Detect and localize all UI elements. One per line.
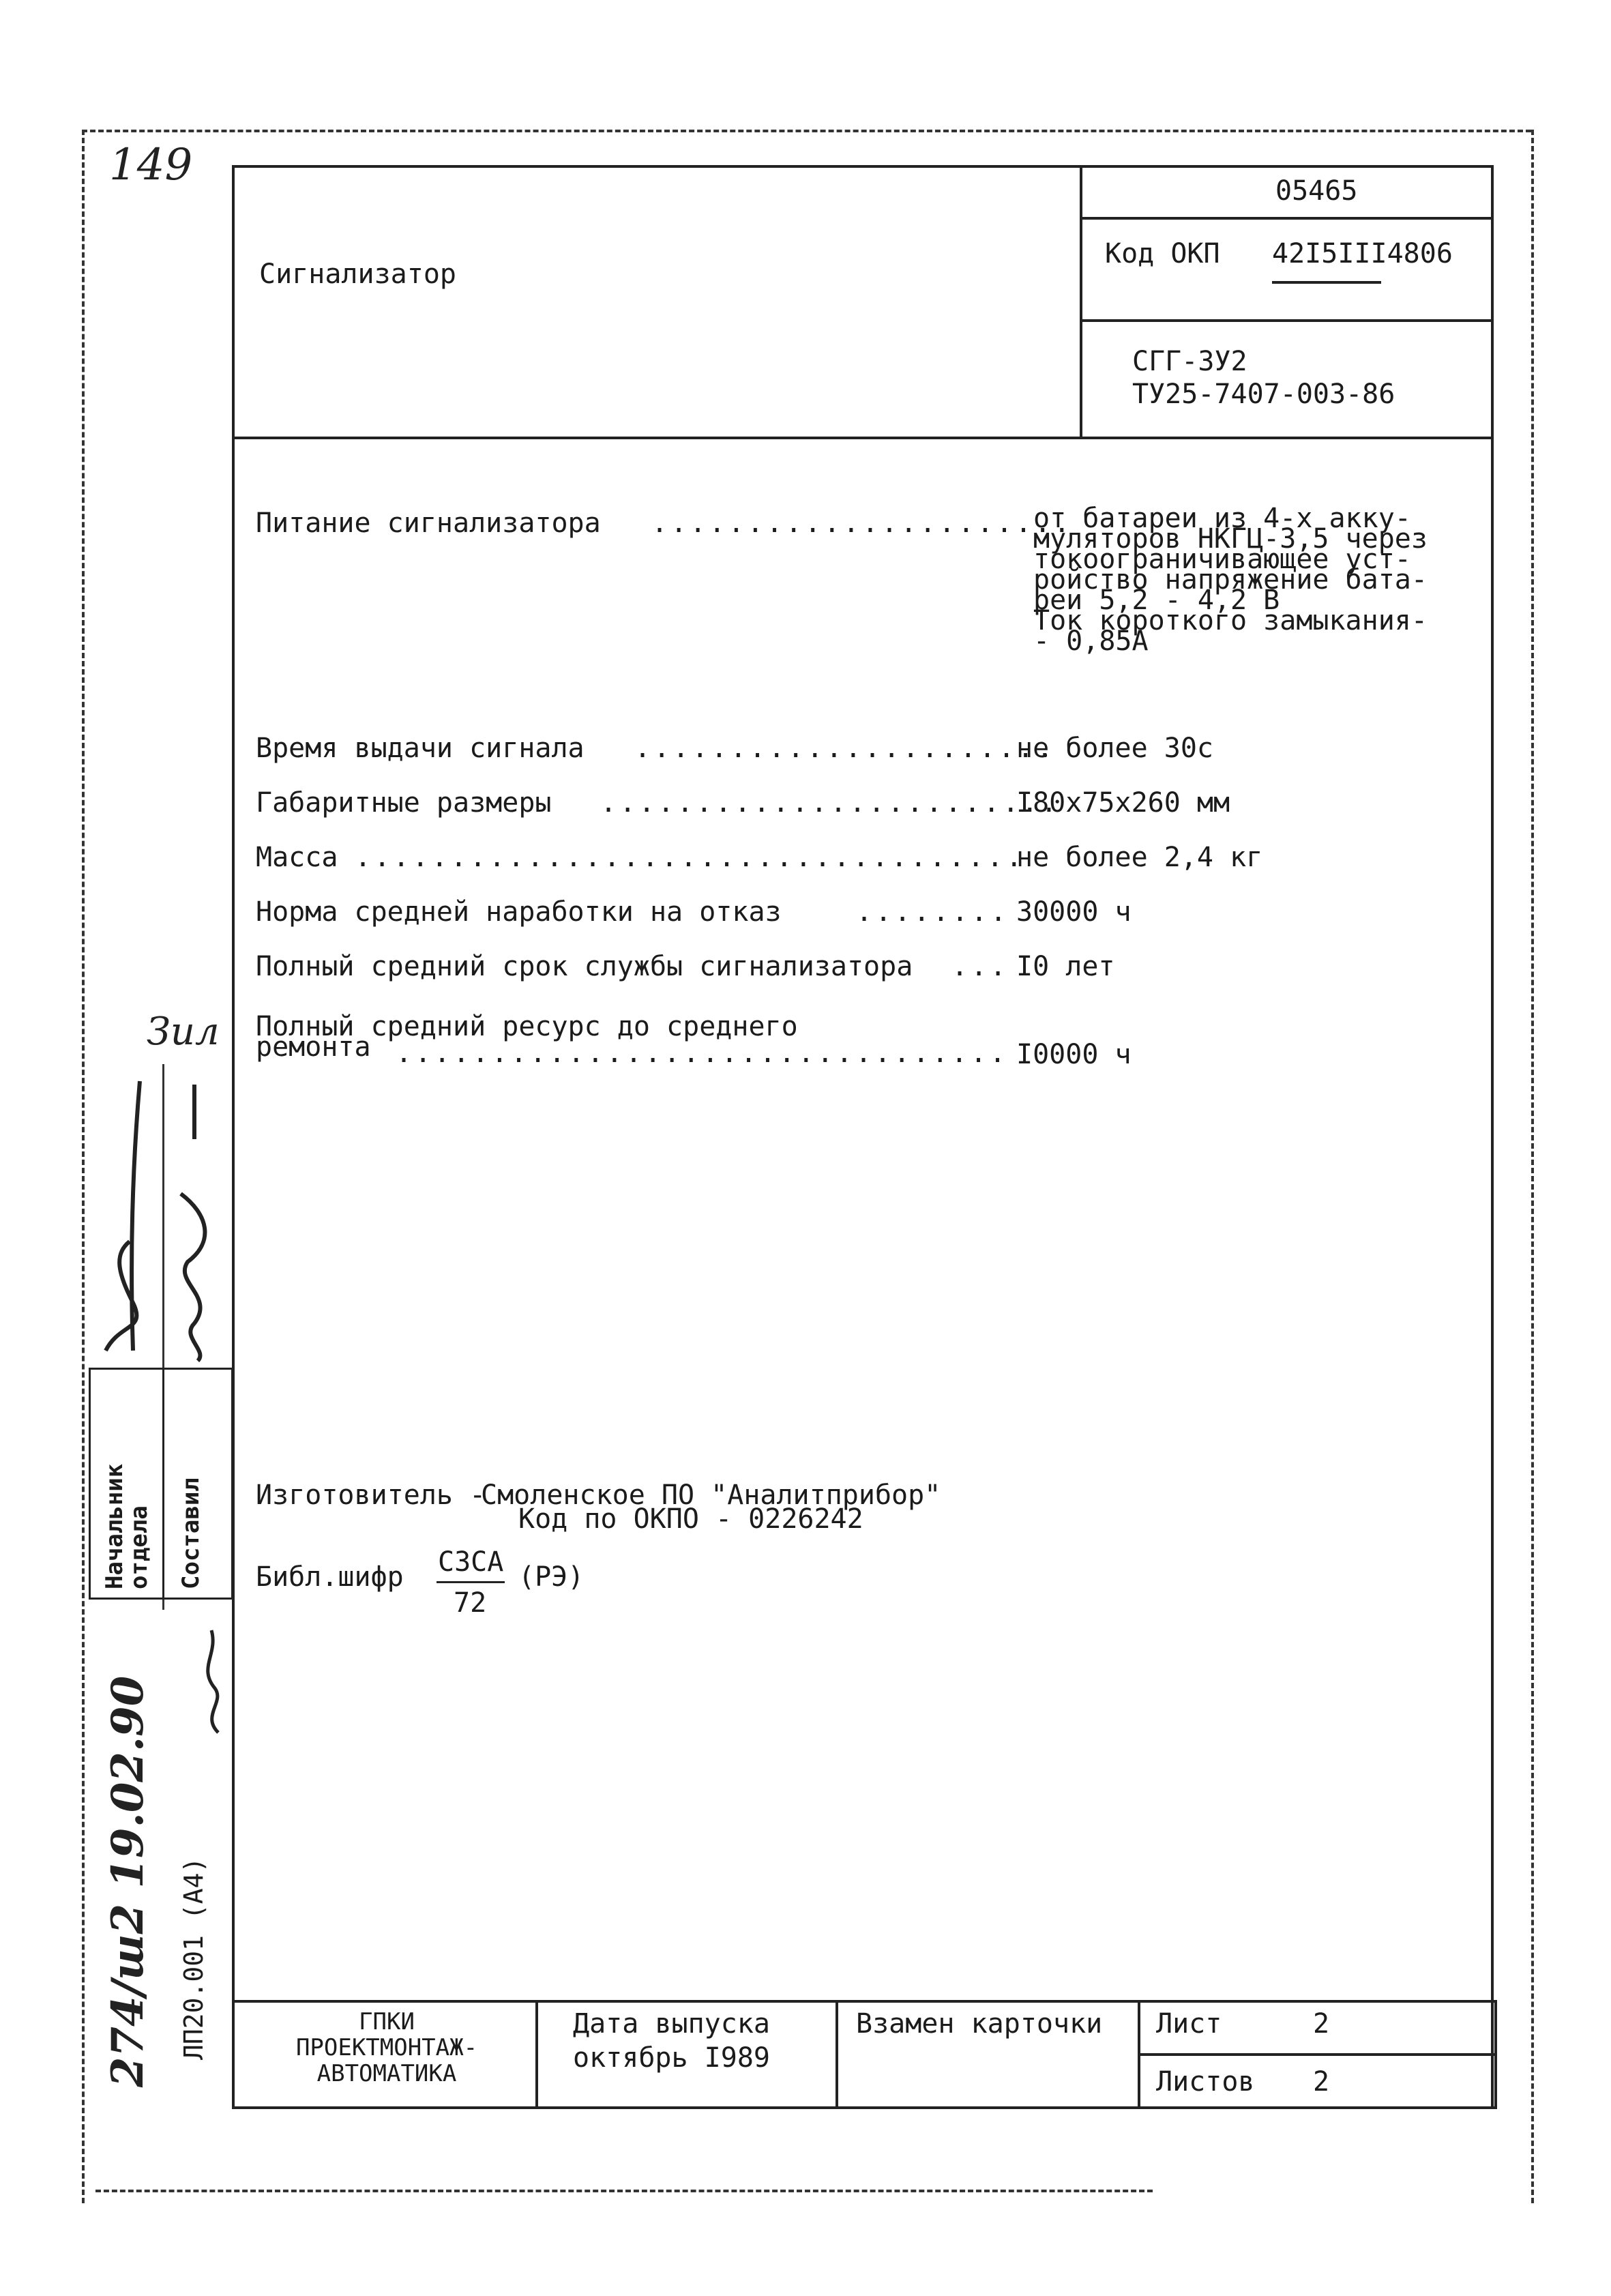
spec-dots: ........................ [600,787,1060,819]
manufacturer-name: Смоленское ПО "Аналитприбор" [481,1480,941,1511]
release-label: Дата выпуска [573,2008,770,2040]
outer-border-left [82,130,85,2203]
sheets-label: Листов [1156,2066,1255,2098]
spec-label: Время выдачи сигнала [256,733,585,764]
outer-border-right [1531,130,1534,2203]
spec-dots: ...................... [634,733,1056,764]
page-number: 149 [109,140,193,190]
signature-2 [167,1078,228,1364]
product-name: Сигнализатор [259,259,456,290]
manufacturer-okpo: Код по ОКПО - 0226242 [518,1503,863,1535]
okp-row-line [1080,319,1494,322]
sheets-value: 2 [1313,2066,1330,2098]
spec-value: 30000 ч [1016,896,1132,928]
library-label: Библ.шифр [256,1561,404,1593]
head-of-dept-label: Начальник отдела [101,1463,153,1589]
spec-doc: ТУ25-7407-003-86 [1132,379,1395,410]
footer-col-1 [535,2000,538,2109]
spec-label: Норма средней наработки на отказ [256,896,782,928]
footer-sheet-divider [1138,2053,1497,2056]
spec-label: Полный средний ресурс до среднего ремонта [256,1011,798,1063]
side-stamp-inner [162,1368,164,1600]
spec-dots: ................................... [355,842,1025,873]
header-divider [1080,165,1082,438]
outer-border-bottom [95,2190,1153,2192]
spec-dots: ...................... [651,507,1073,539]
library-fraction-line [437,1581,505,1583]
initials: Зил [147,1010,220,1054]
spec-value: I0 лет [1016,951,1115,982]
library-denominator: 72 [454,1587,487,1619]
signature-3 [191,1627,232,1736]
spec-label: Питание сигнализатора [256,507,601,539]
form-code: ЛП20.001 (А4) [179,1857,209,2060]
okp-code: 42I5III4806 [1272,238,1453,269]
okp-code-underline [1272,281,1381,284]
manufacturer-label: Изготовитель - [256,1480,486,1511]
signature-1 [92,1078,160,1364]
footer-org: ГПКИ ПРОЕКТМОНТАЖ- АВТОМАТИКА [295,2008,478,2087]
spec-dots: ... [951,951,1009,982]
spec-value: I0000 ч [1016,1039,1132,1070]
spec-value: не более 30с [1016,733,1213,764]
spec-label: Масса [256,842,338,873]
footer-col-2 [836,2000,838,2109]
spec-label: Полный средний срок службы сигнализатора [256,951,913,982]
release-date: октябрь I989 [573,2042,770,2074]
model: СГГ-3У2 [1132,346,1247,377]
library-suffix: (РЭ) [518,1561,585,1593]
spec-dots: ........ [856,896,1009,928]
header-bottom-line [232,437,1494,439]
spec-label: Габаритные размеры [256,787,552,819]
okp-label: Код ОКП [1105,238,1220,269]
spec-value: I80x75x260 мм [1016,787,1230,819]
card-frame [232,165,1494,2109]
spec-value: не более 2,4 кг [1016,842,1263,873]
code-row-line [1080,217,1494,220]
replace-label: Взамен карточки [856,2008,1103,2040]
code-top: 05465 [1275,175,1358,207]
spec-value: от батареи из 4-х акку- муляторов НКГЦ-3,5 через токоограничивающее уст- ройство напряжение бата- реи 5,2 - 4,2 В Ток короткого замыкания- - 0,85А [1033,503,1428,657]
sheet-value: 2 [1313,2008,1330,2040]
handwritten-number: 274/ш2 19.02.90 [102,1675,153,2087]
library-numerator: СЗСА [438,1546,504,1578]
compiled-by-label: Составил [177,1477,205,1589]
spec-dots: ................................ [396,1037,1009,1069]
sheet-label: Лист [1156,2008,1222,2040]
outer-border-top [82,130,1531,132]
